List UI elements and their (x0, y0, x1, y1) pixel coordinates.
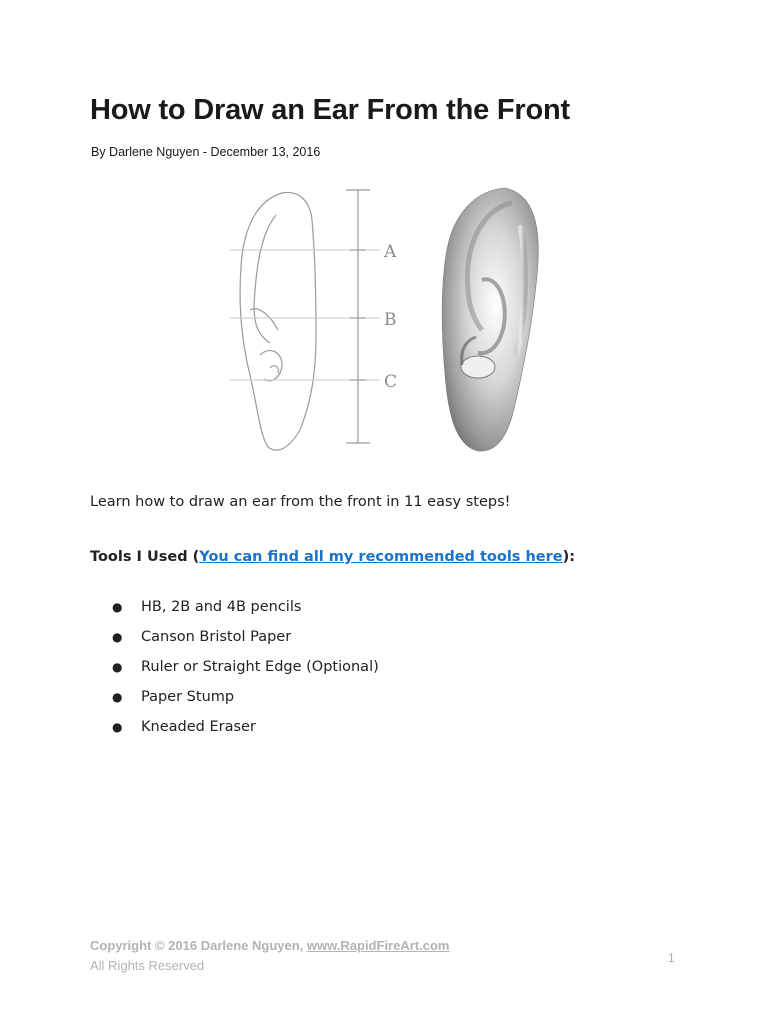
list-item (112, 717, 379, 747)
bullet-icon: ● (112, 630, 123, 644)
shaded-ear (442, 188, 538, 451)
list-item-text: Kneaded Eraser (141, 719, 256, 735)
list-item-text: Ruler or Straight Edge (Optional) (141, 659, 379, 675)
intro-text: Learn how to draw an ear from the front in 11 easy steps! (90, 494, 511, 510)
bullet-icon: ● (112, 690, 123, 704)
tools-heading-suffix: ): (562, 549, 576, 565)
sketch-ear (240, 192, 316, 450)
tools-list (112, 597, 379, 747)
list-item-text: HB, 2B and 4B pencils (141, 599, 302, 615)
list-item (112, 597, 379, 627)
bullet-icon: ● (112, 660, 123, 674)
copyright-notice (90, 938, 449, 953)
guide-label-b: B (384, 310, 397, 330)
tools-heading-prefix: Tools I Used ( (90, 549, 200, 565)
guide-label-c: C (384, 372, 398, 392)
ear-drawing-svg (220, 185, 560, 460)
byline: By Darlene Nguyen - December 13, 2016 (91, 145, 321, 159)
tools-heading (90, 549, 575, 565)
page-title: How to Draw an Ear From the Front (90, 94, 570, 126)
page-number: 1 (668, 951, 675, 965)
list-item-text: Canson Bristol Paper (141, 629, 292, 645)
list-item-text: Paper Stump (141, 689, 235, 705)
recommended-tools-link[interactable]: You can find all my recommended tools here (199, 549, 563, 565)
site-link[interactable]: www.RapidFireArt.com (306, 938, 450, 953)
ear-illustration (220, 185, 560, 460)
bullet-icon: ● (112, 600, 123, 614)
list-item (112, 687, 379, 717)
guide-label-a: A (384, 242, 397, 262)
rights-reserved: All Rights Reserved (90, 958, 205, 973)
bullet-icon: ● (112, 720, 123, 734)
list-item (112, 627, 379, 657)
copyright-text: Copyright © 2016 Darlene Nguyen, (90, 938, 307, 953)
measure-ruler (346, 190, 370, 443)
list-item (112, 657, 379, 687)
